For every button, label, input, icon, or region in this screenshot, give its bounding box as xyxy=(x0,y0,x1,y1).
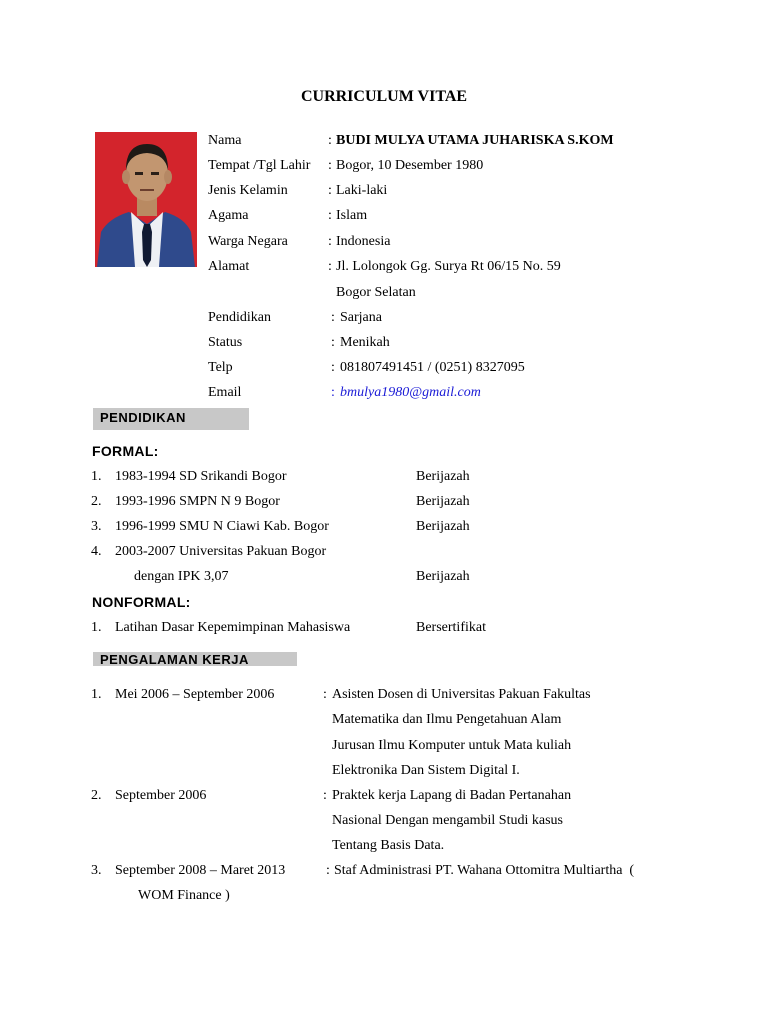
value-nama: BUDI MULYA UTAMA JUHARISKA S.KOM xyxy=(336,133,614,148)
sep-telp: : xyxy=(331,360,335,375)
value-alamat-line-2: Bogor Selatan xyxy=(336,285,416,300)
formal-item-4-status: Berijazah xyxy=(416,569,470,584)
experience-item-2-period: September 2006 xyxy=(115,788,207,803)
experience-item-2-line-1: Praktek kerja Lapang di Badan Pertanahan xyxy=(332,788,572,803)
value-status: Menikah xyxy=(340,335,390,350)
nonformal-item-1-num: 1. xyxy=(91,620,102,635)
value-pendidikan: Sarjana xyxy=(340,310,382,325)
formal-item-4-num: 4. xyxy=(91,544,102,559)
experience-item-1-period: Mei 2006 – September 2006 xyxy=(115,687,275,702)
formal-item-2-num: 2. xyxy=(91,494,102,509)
formal-item-3-text: 1996-1999 SMU N Ciawi Kab. Bogor xyxy=(115,519,329,534)
formal-item-4-text: 2003-2007 Universitas Pakuan Bogor xyxy=(115,544,327,559)
sep-warga-negara: : xyxy=(328,234,332,249)
label-nama: Nama xyxy=(208,133,242,148)
sep-tempat-tgl-lahir: : xyxy=(328,158,332,173)
sep-agama: : xyxy=(328,208,332,223)
formal-item-3-num: 3. xyxy=(91,519,102,534)
label-tempat-tgl-lahir: Tempat /Tgl Lahir xyxy=(208,158,311,173)
sep-pendidikan: : xyxy=(331,310,335,325)
formal-heading: FORMAL: xyxy=(92,443,159,459)
experience-item-3-line-2: WOM Finance ) xyxy=(138,888,230,903)
experience-item-3-period: September 2008 – Maret 2013 xyxy=(115,863,286,878)
experience-item-3-line-1: Staf Administrasi PT. Wahana Ottomitra Multiartha ( xyxy=(334,863,635,878)
experience-item-1-line-4: Elektronika Dan Sistem Digital I. xyxy=(332,763,520,778)
experience-item-2-sep: : xyxy=(323,788,327,803)
profile-photo-image xyxy=(95,132,197,267)
experience-item-1-line-3: Jurusan Ilmu Komputer untuk Mata kuliah xyxy=(332,738,572,753)
value-jenis-kelamin: Laki-laki xyxy=(336,183,388,198)
profile-photo xyxy=(95,132,197,267)
nonformal-heading: NONFORMAL: xyxy=(92,594,191,610)
experience-item-3-num: 3. xyxy=(91,863,102,878)
formal-item-3-status: Berijazah xyxy=(416,519,470,534)
label-telp: Telp xyxy=(208,360,233,375)
label-agama: Agama xyxy=(208,208,249,223)
nonformal-item-1-text: Latihan Dasar Kepemimpinan Mahasiswa xyxy=(115,620,351,635)
formal-item-1-status: Berijazah xyxy=(416,469,470,484)
formal-item-2-text: 1993-1996 SMPN N 9 Bogor xyxy=(115,494,280,509)
experience-item-2-line-3: Tentang Basis Data. xyxy=(332,838,445,853)
formal-item-1-text: 1983-1994 SD Srikandi Bogor xyxy=(115,469,287,484)
section-heading-pendidikan: PENDIDIKAN xyxy=(93,408,249,430)
experience-item-2-line-2: Nasional Dengan mengambil Studi kasus xyxy=(332,813,563,828)
nonformal-item-1-status: Bersertifikat xyxy=(416,620,486,635)
experience-item-1-line-1: Asisten Dosen di Universitas Pakuan Fakultas xyxy=(332,687,591,702)
value-warga-negara: Indonesia xyxy=(336,234,391,249)
formal-item-1-num: 1. xyxy=(91,469,102,484)
sep-email: : xyxy=(331,385,335,400)
label-jenis-kelamin: Jenis Kelamin xyxy=(208,183,288,198)
sep-alamat: : xyxy=(328,259,332,274)
sep-jenis-kelamin: : xyxy=(328,183,332,198)
label-status: Status xyxy=(208,335,243,350)
label-pendidikan: Pendidikan xyxy=(208,310,271,325)
label-alamat: Alamat xyxy=(208,259,250,274)
label-warga-negara: Warga Negara xyxy=(208,234,288,249)
value-tempat-tgl-lahir: Bogor, 10 Desember 1980 xyxy=(336,158,484,173)
value-telp: 081807491451 / (0251) 8327095 xyxy=(340,360,525,375)
experience-item-2-num: 2. xyxy=(91,788,102,803)
experience-item-1-sep: : xyxy=(323,687,327,702)
email-link[interactable]: bmulya1980@gmail.com xyxy=(340,385,481,400)
experience-item-3-sep: : xyxy=(326,863,330,878)
formal-item-4-text-line-2: dengan IPK 3,07 xyxy=(134,569,229,584)
section-heading-pengalaman-kerja: PENGALAMAN KERJA xyxy=(93,652,297,666)
label-email: Email xyxy=(208,385,242,400)
formal-item-2-status: Berijazah xyxy=(416,494,470,509)
page-title: CURRICULUM VITAE xyxy=(300,88,468,105)
sep-nama: : xyxy=(328,133,332,148)
value-agama: Islam xyxy=(336,208,368,223)
sep-status: : xyxy=(331,335,335,350)
experience-item-1-num: 1. xyxy=(91,687,102,702)
value-alamat: Jl. Lolongok Gg. Surya Rt 06/15 No. 59 xyxy=(336,259,561,274)
experience-item-1-line-2: Matematika dan Ilmu Pengetahuan Alam xyxy=(332,712,562,727)
